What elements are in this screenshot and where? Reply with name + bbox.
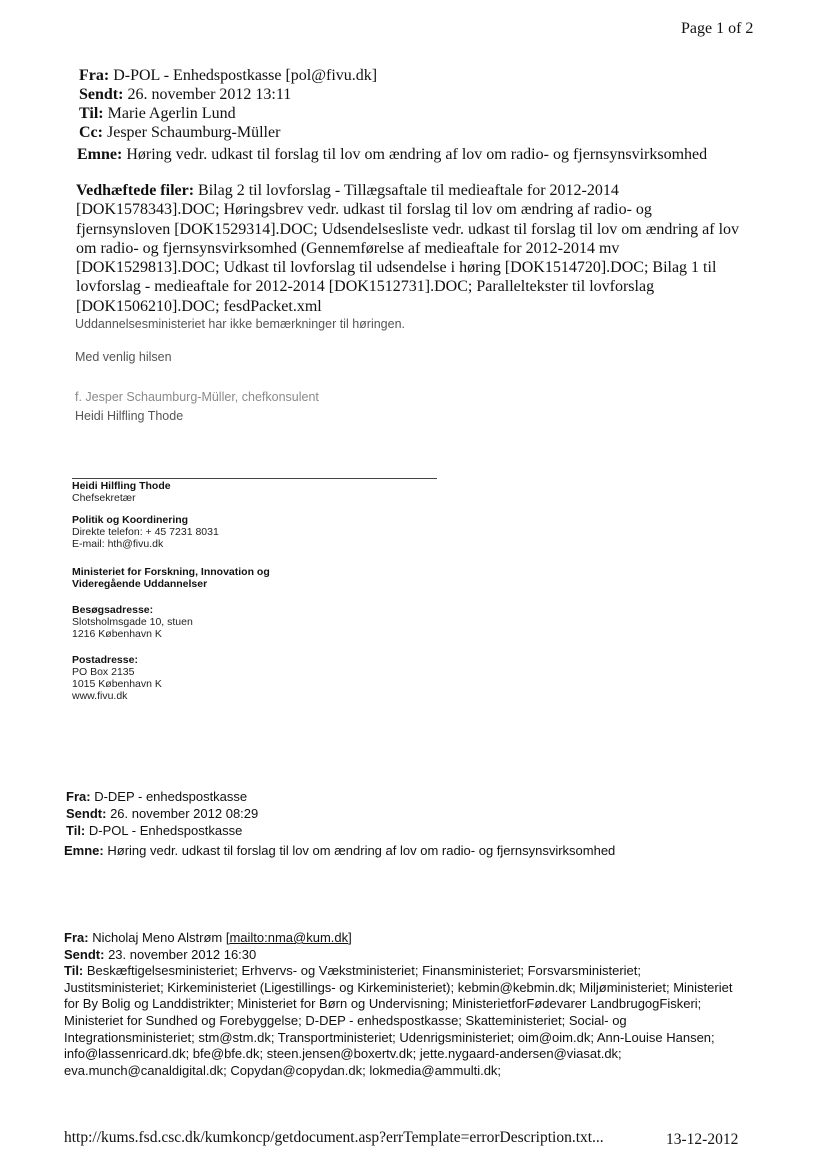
to-value: D-POL - Enhedspostkasse: [88, 823, 243, 838]
to-label: Til:: [79, 105, 104, 122]
footer-url: http://kums.fsd.csc.dk/kumkoncp/getdocument.asp?errTemplate=errorDescription.txt...: [64, 1129, 604, 1146]
sig-title: Chefsekretær: [72, 492, 136, 504]
sent-value: 23. november 2012 16:30: [108, 946, 257, 962]
email3-sent-row: [64, 947, 744, 964]
page-number: Page 1 of 2: [681, 20, 754, 37]
sig-ministry-line1: Ministeriet for Forskning, Innovation og: [72, 566, 270, 578]
sig-phone: Direkte telefon: + 45 7231 8031: [72, 526, 219, 538]
subject-label: Emne:: [77, 146, 123, 163]
email3-to-row: [64, 963, 744, 1079]
sent-label: Sendt:: [79, 86, 124, 103]
email1-sent-row: [79, 86, 291, 104]
from-value-end: ]: [348, 930, 352, 945]
sig-name: Heidi Hilfling Thode: [72, 480, 171, 492]
to-label: Til:: [66, 823, 86, 838]
sent-label: Sendt:: [64, 946, 105, 962]
from-value: D-DEP - enhedspostkasse: [94, 789, 248, 804]
sig-ministry-line2: Videregående Uddannelser: [72, 578, 208, 590]
email1-to-row: [79, 105, 236, 123]
footer-date: 13-12-2012: [666, 1131, 739, 1148]
sent-label: Sendt:: [66, 806, 107, 821]
from-label: Fra:: [66, 789, 91, 804]
email1-from-row: [79, 67, 377, 85]
attachments-block: [76, 181, 746, 316]
to-label: Til:: [64, 963, 84, 979]
sent-value: 26. november 2012 13:11: [127, 86, 292, 103]
cc-value: Jesper Schaumburg-Müller: [106, 124, 281, 141]
sig-dept: Politik og Koordinering: [72, 514, 189, 526]
email3-header: [64, 930, 744, 1079]
email2-to-row: [66, 823, 242, 839]
sig-post-label: Postadresse:: [72, 654, 138, 666]
email2-subject-row: [64, 843, 615, 859]
attachments-label: Vedhæftede filer:: [76, 182, 195, 199]
subject-value: Høring vedr. udkast til forslag til lov om ændring af lov om radio- og fjernsynsvirksomhed: [126, 146, 708, 163]
sig-post-line2: 1015 København K: [72, 678, 162, 690]
email3-from-row: [64, 930, 744, 947]
signoff-line1: f. Jesper Schaumburg-Müller, chefkonsulent: [75, 390, 319, 404]
sig-web-link[interactable]: www.fivu.dk: [72, 690, 128, 702]
sig-visit-label: Besøgsadresse:: [72, 604, 154, 616]
sig-email: E-mail: hth@fivu.dk: [72, 538, 164, 550]
from-label: Fra:: [79, 67, 110, 84]
signature-divider: [72, 478, 437, 479]
to-value: Beskæftigelsesministeriet; Erhvervs- og Vækstministeriet; Finansministeriet; Forsvarsministeriet; Justitsministeriet; Kirkeministeriet (Ligestillings- og Kirkeministeriet); kebmin@kebmin.dk; Miljøministeriet; Ministeriet for By Bolig og Landdistrikter; Ministeriet for Børn og Undervisning; MinisterietforFødevarer LandbrugogFiskeri; Ministeriet for Sundhed og Forebyggelse; D-DEP - enhedspostkasse; Skatteministeriet; Social- og Integrationsministeriet; stm@stm.dk; Transportministeriet; Udenrigsministeriet; oim@oim.dk; Ann-Louise Hansen; info@lassenricard.dk; bfe@bfe.dk; steen.jensen@boxertv.dk; jette.nygaard-andersen@viasat.dk; eva.munch@canaldigital.dk; Copydan@copydan.dk; lokmedia@ammulti.dk;: [64, 963, 733, 1078]
sig-post-line1: PO Box 2135: [72, 666, 135, 678]
from-value: D-POL - Enhedspostkasse [pol@fivu.dk]: [113, 67, 378, 84]
email2-sent-row: [66, 806, 258, 822]
subject-label: Emne:: [64, 843, 104, 858]
email1-cc-row: [79, 124, 280, 142]
signoff-line2: Heidi Hilfling Thode: [75, 409, 184, 423]
from-label: Fra:: [64, 930, 89, 945]
to-value: Marie Agerlin Lund: [107, 105, 236, 122]
sig-visit-line2: 1216 København K: [72, 628, 162, 640]
email1-subject-row: [77, 146, 707, 164]
sent-value: 26. november 2012 08:29: [110, 806, 259, 821]
email1-body: Uddannelsesministeriet har ikke bemærkninger til høringen.: [75, 317, 406, 331]
sig-visit-line1: Slotsholmsgade 10, stuen: [72, 616, 193, 628]
subject-value: Høring vedr. udkast til forslag til lov om ændring af lov om radio- og fjernsynsvirksomhed: [107, 843, 616, 858]
greeting: Med venlig hilsen: [75, 350, 172, 364]
email2-from-row: [66, 789, 247, 805]
cc-label: Cc:: [79, 124, 103, 141]
signature-block: [72, 480, 270, 702]
from-mailto-link[interactable]: mailto:nma@kum.dk: [229, 930, 349, 945]
from-value: Nicholaj Meno Alstrøm [: [92, 930, 230, 945]
attachments-list: Bilag 2 til lovforslag - Tillægsaftale til medieaftale for 2012-2014 [DOK1578343].DOC; Høringsbrev vedr. udkast til forslag til lov om ændring af radio- og fjernsynsloven [DOK1529314].DOC; Udsendelsesliste vedr. udkast til forslag til lov om ændring af lov om radio- og fjernsynsvirksomhed (Gennemførelse af medieaftale for 2012-2014 mv [DOK1529813].DOC; Udkast til lovforslag til udsendelse i høring [DOK1514720].DOC; Bilag 1 til lovforslag - medieaftale for 2012-2014 [DOK1512731].DOC; Paralleltekster til lovforslag [DOK1506210].DOC; fesdPacket.xml: [76, 182, 740, 315]
